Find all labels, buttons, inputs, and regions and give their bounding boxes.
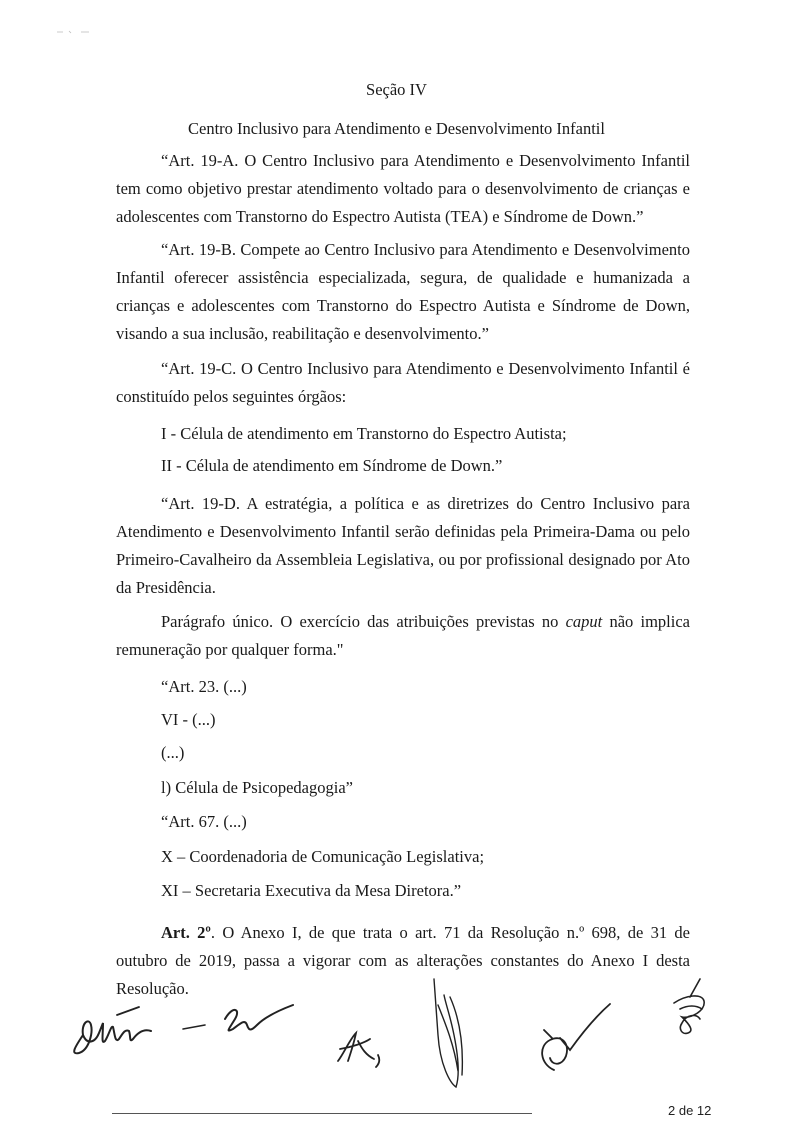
article-19c-item-ii: II - Célula de atendimento em Síndrome de Down.” (161, 456, 503, 475)
signature-2-icon (330, 1025, 400, 1070)
article-19a: “Art. 19-A. O Centro Inclusivo para Atendimento e Desenvolvimento Infantil tem como objetivo prestar atendimento voltado para o desenvolvimento de crianças e adolescentes com Transtorno do Espectro Autista (TEA) e Síndrome de Down.” (116, 151, 690, 226)
article-2-label: Art. 2º (161, 923, 211, 942)
article-67-item-xi: XI – Secretaria Executiva da Mesa Diretora.” (161, 881, 462, 900)
corner-mark-icon (55, 26, 95, 38)
signature-3-icon (420, 975, 490, 1095)
section-subtitle: Centro Inclusivo para Atendimento e Desenvolvimento Infantil (188, 119, 605, 138)
signature-5-icon (660, 975, 720, 1040)
signature-1-icon (65, 995, 305, 1060)
signature-4-icon (530, 1000, 620, 1075)
article-23-ellipsis: (...) (161, 743, 185, 762)
article-19c: “Art. 19-C. O Centro Inclusivo para Atendimento e Desenvolvimento Infantil é constituído pelos seguintes órgãos: (116, 359, 690, 406)
article-2 (116, 919, 690, 1003)
article-19d: “Art. 19-D. A estratégia, a política e as diretrizes do Centro Inclusivo para Atendimento e Desenvolvimento Infantil serão definidas pela Primeira-Dama ou pelo Primeiro-Cavalheiro da Assembleia Legislativa, ou por profissional designado por Ato da Presidência. (116, 494, 690, 597)
article-2-text: . O Anexo I, de que trata o art. 71 da Resolução n.º 698, de 31 de outubro de 2019, passa a vigorar com as alterações constantes do Anexo I desta Resolução. (116, 923, 690, 998)
article-23: “Art. 23. (...) (161, 677, 247, 696)
article-67-item-x: X – Coordenadoria de Comunicação Legislativa; (161, 847, 485, 866)
article-23-item-l: l) Célula de Psicopedagogia” (161, 778, 353, 797)
paragrafo-unico (116, 608, 690, 664)
paragrafo-unico-text-b: não implica remuneração por qualquer forma." (116, 612, 690, 659)
footer-rule (112, 1113, 532, 1114)
section-title: Seção IV (366, 80, 427, 99)
article-23-item-vi: VI - (...) (161, 710, 216, 729)
paragrafo-unico-text-a: Parágrafo único. O exercício das atribuições previstas no (161, 612, 566, 631)
article-67: “Art. 67. (...) (161, 812, 247, 831)
article-19c-item-i: I - Célula de atendimento em Transtorno do Espectro Autista; (161, 424, 567, 443)
article-19b: “Art. 19-B. Compete ao Centro Inclusivo para Atendimento e Desenvolvimento Infantil oferecer assistência especializada, segura, de qualidade e humanizada a crianças e adolescentes com Transtorno do Espectro Autista e Síndrome de Down, visando a sua inclusão, reabilitação e desenvolvimento.” (116, 240, 690, 343)
caput-term: caput (565, 612, 603, 631)
page-number: 2 de 12 (668, 1103, 712, 1118)
